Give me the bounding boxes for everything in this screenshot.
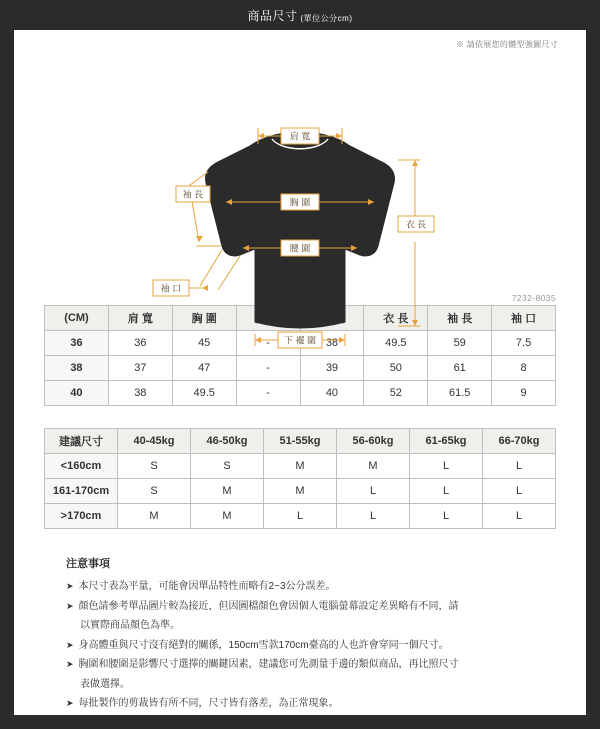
size-table-th: 肩 寬 bbox=[108, 306, 172, 331]
notes-title: 注意事項 bbox=[66, 558, 110, 570]
size-cell: 52 bbox=[364, 381, 428, 406]
label-bust: 胸 圍 bbox=[289, 197, 311, 208]
arrow-bullet-icon: ➤ bbox=[66, 698, 74, 708]
size-cell: 47 bbox=[172, 356, 236, 381]
recommend-th: 61-65kg bbox=[410, 429, 483, 454]
table-row bbox=[45, 381, 556, 406]
label-garment-length: 衣 長 bbox=[405, 219, 427, 230]
left-border-bar bbox=[0, 0, 14, 729]
size-cell: 39 bbox=[300, 356, 364, 381]
arrow-bullet-icon: ➤ bbox=[66, 639, 74, 650]
recommend-cell: L bbox=[410, 479, 483, 504]
note-text: 胸圍和腰圍是影響尺寸選擇的關鍵因素，建議您可先測量手邊的類似商品，再比照尺寸 bbox=[78, 659, 459, 670]
recommend-cell: S bbox=[118, 479, 191, 504]
size-cell: 50 bbox=[364, 356, 428, 381]
top-note: ※ 請依展您的體型強圖尺寸 bbox=[455, 40, 558, 49]
note-text: 身高體重與尺寸沒有絕對的關係，150cm雪款170cm臺高的人也許會穿同一個尺寸。 bbox=[78, 639, 449, 651]
size-cell: - bbox=[236, 356, 300, 381]
recommend-cell: L bbox=[483, 504, 556, 529]
arrow-bullet-icon: ➤ bbox=[66, 581, 74, 591]
size-cell: 61.5 bbox=[428, 381, 492, 406]
recommend-cell: M bbox=[337, 454, 410, 479]
product-code: 7232-8035 bbox=[511, 293, 556, 303]
page-title-text: 商品尺寸 bbox=[247, 8, 298, 23]
recommend-cell: M bbox=[191, 479, 264, 504]
size-cell: 45 bbox=[172, 331, 236, 356]
recommend-th: 建議尺寸 bbox=[45, 429, 118, 454]
table-row bbox=[45, 356, 556, 381]
recommend-cell: M bbox=[118, 504, 191, 529]
size-cell: 37 bbox=[108, 356, 172, 381]
label-waist: 腰 圍 bbox=[289, 243, 311, 254]
label-shoulder: 肩 寬 bbox=[289, 131, 311, 142]
size-cell: 36 bbox=[108, 331, 172, 356]
note-subtext: 表做選擇。 bbox=[80, 678, 130, 690]
size-cell: 7.5 bbox=[492, 331, 556, 356]
list-item bbox=[66, 599, 556, 616]
recommend-cell: L bbox=[337, 504, 410, 529]
list-item bbox=[66, 657, 556, 674]
recommend-cell: 161-170cm bbox=[45, 479, 118, 504]
recommend-cell: L bbox=[410, 454, 483, 479]
size-table-th: 袖 長 bbox=[428, 306, 492, 331]
arrow-bullet-icon: ➤ bbox=[66, 600, 74, 611]
table-row bbox=[45, 504, 556, 529]
recommend-th: 46-50kg bbox=[191, 429, 264, 454]
recommend-th: 40-45kg bbox=[118, 429, 191, 454]
label-cuff: 袖 口 bbox=[160, 283, 182, 294]
recommend-cell: M bbox=[264, 454, 337, 479]
recommend-cell: L bbox=[483, 479, 556, 504]
list-item bbox=[66, 579, 556, 596]
label-sleeve-length: 袖 長 bbox=[182, 189, 204, 200]
size-cell: - bbox=[236, 331, 300, 356]
size-cell: 38 bbox=[45, 356, 109, 381]
list-item bbox=[66, 638, 556, 655]
size-cell: 49.5 bbox=[172, 381, 236, 406]
size-table-th: (CM) bbox=[45, 306, 109, 331]
label-hem: 下 襬 圍 bbox=[283, 335, 317, 346]
size-cell: 38 bbox=[108, 381, 172, 406]
note-text: 顏色請參考單品圖片較為接近，但因圖檔顏色會因個人電腦螢幕設定差異略有不同，請 bbox=[78, 600, 459, 612]
page-header bbox=[0, 0, 600, 30]
recommend-cell: M bbox=[191, 504, 264, 529]
recommend-table bbox=[44, 428, 556, 529]
recommend-cell: L bbox=[337, 479, 410, 504]
recommend-cell: <160cm bbox=[45, 454, 118, 479]
size-cell: 36 bbox=[45, 331, 109, 356]
size-table-th: 衣 長 bbox=[364, 306, 428, 331]
note-text: 本尺寸表為平量，可能會因單品特性而略有2~3公分誤差。 bbox=[78, 581, 336, 592]
note-text: 每批製作的剪裁皆有所不同，尺寸皆有落差，為正常現象。 bbox=[78, 698, 339, 709]
size-cell: 38 bbox=[300, 331, 364, 356]
recommend-cell: M bbox=[264, 479, 337, 504]
recommend-cell: S bbox=[118, 454, 191, 479]
size-cell: 40 bbox=[300, 381, 364, 406]
recommend-cell: L bbox=[410, 504, 483, 529]
recommend-th: 56-60kg bbox=[337, 429, 410, 454]
recommend-th: 66-70kg bbox=[483, 429, 556, 454]
size-cell: 40 bbox=[45, 381, 109, 406]
notes-section bbox=[0, 529, 600, 713]
size-table-th: 袖 口 bbox=[492, 306, 556, 331]
table-row bbox=[45, 454, 556, 479]
size-cell: 49.5 bbox=[364, 331, 428, 356]
size-cell: 61 bbox=[428, 356, 492, 381]
note-subtext: 以實際商品顏色為準。 bbox=[80, 620, 180, 631]
page-title-unit: (單位公分cm) bbox=[300, 13, 353, 23]
garment-shape bbox=[206, 132, 395, 328]
recommend-table-block bbox=[0, 428, 600, 529]
recommend-cell: L bbox=[264, 504, 337, 529]
right-border-bar bbox=[586, 0, 600, 729]
bottom-border-bar bbox=[0, 715, 600, 729]
size-cell: 9 bbox=[492, 381, 556, 406]
page-title bbox=[247, 7, 352, 24]
table-row bbox=[45, 479, 556, 504]
arrow-bullet-icon: ➤ bbox=[66, 659, 74, 669]
recommend-table-header-row bbox=[45, 429, 556, 454]
size-cell: 59 bbox=[428, 331, 492, 356]
recommend-cell: S bbox=[191, 454, 264, 479]
recommend-th: 51-55kg bbox=[264, 429, 337, 454]
size-cell: - bbox=[236, 381, 300, 406]
size-table-th: 胸 圍 bbox=[172, 306, 236, 331]
recommend-cell: L bbox=[483, 454, 556, 479]
list-item bbox=[66, 696, 556, 713]
recommend-cell: >170cm bbox=[45, 504, 118, 529]
size-cell: 8 bbox=[492, 356, 556, 381]
